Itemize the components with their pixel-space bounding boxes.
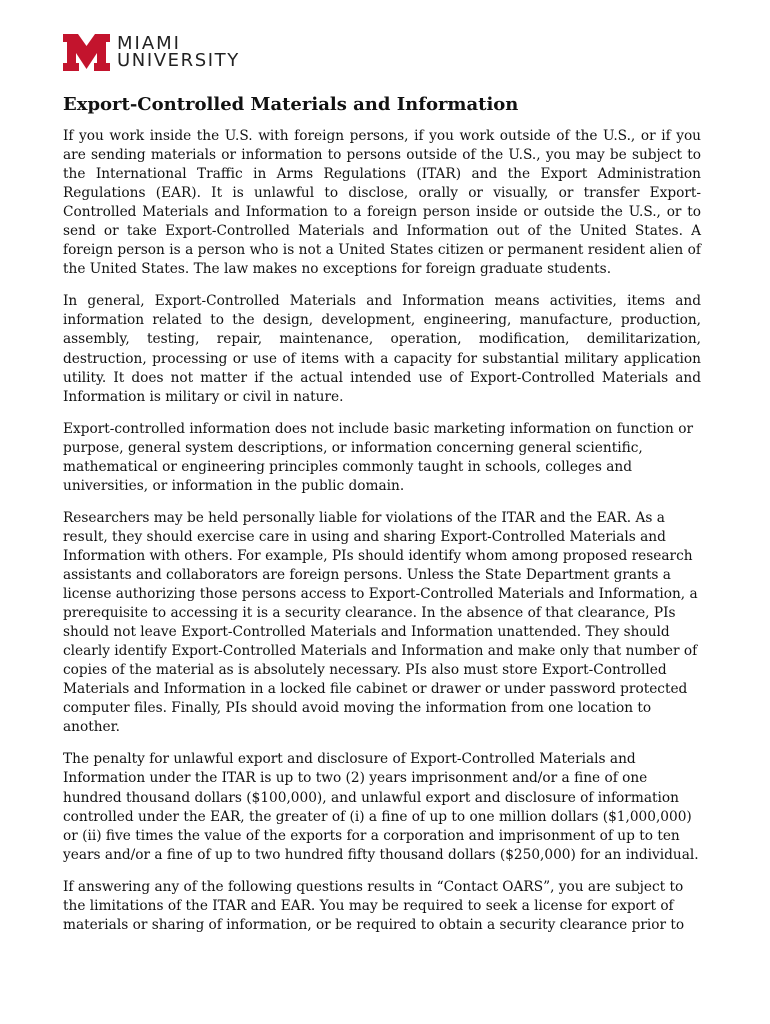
page-title: Export-Controlled Materials and Information bbox=[63, 94, 519, 115]
miami-m-logo-icon bbox=[63, 34, 110, 71]
logo-line-1: MIAMI bbox=[117, 33, 181, 54]
paragraph-exclusions: Export-controlled information does not include basic marketing information on function or purpose, general system descriptions, or information concerning general scientific, mathematical or engineering principles commonly taught in schools, colleges and universities, or information in the public domain. bbox=[63, 420, 693, 494]
paragraph-questions: If answering any of the following questions results in “Contact OARS”, you are subject to the limitations of the ITAR and EAR. You may be required to seek a license for export of materials or sharing of information, or be required to obtain a security clearance prior to bbox=[63, 878, 685, 933]
document-body bbox=[63, 127, 701, 948]
paragraph-penalty: The penalty for unlawful export and disclosure of Export-Controlled Materials and Information under the ITAR is up to two (2) years imprisonment and/or a fine of one hundred thousand dollars ($100,000), and unlawful export and disclosure of information controlled under the EAR, the greater of (i) a fine of up to one million dollars ($1,000,000) or (ii) five times the value of the exports for a corporation and imprisonment of up to ten years and/or a fine of up to two hundred fifty thousand dollars ($250,000) for an individual. bbox=[63, 751, 699, 863]
paragraph-intro: If you work inside the U.S. with foreign persons, if you work outside of the U.S., or if you are sending materials or information to persons outside of the U.S., you may be subject to the International Traffic in Arms Regulations (ITAR) and the Export Administration Regulations (EAR). It is unlawful to disclose, orally or visually, or transfer Export-Controlled Materials and Information to a foreign person inside or outside the U.S., or to send or take Export-Controlled Materials and Information out of the United States. A foreign person is a person who is not a United States citizen or permanent resident alien of the United States. The law makes no exceptions for foreign graduate students. bbox=[63, 128, 701, 278]
logo-line-2: UNIVERSITY bbox=[117, 50, 240, 71]
paragraph-definition: In general, Export-Controlled Materials and Information means activities, items and information related to the design, development, engineering, manufacture, production, assembly, testing, repair, maintenance, operation, modification, demilitarization, destruction, processing or use of items with a capacity for substantial military application utility. It does not matter if the actual intended use of Export-Controlled Materials and Information is military or civil in nature. bbox=[63, 293, 701, 405]
university-logo bbox=[63, 33, 240, 71]
paragraph-liability: Researchers may be held personally liable for violations of the ITAR and the EAR. As a result, they should exercise care in using and sharing Export-Controlled Materials and Information with others. For example, PIs should identify whom among proposed research assistants and collaborators are foreign persons. Unless the State Department grants a license authorizing those persons access to Export-Controlled Materials and Information, a prerequisite to accessing it is a security clearance. In the absence of that clearance, PIs should not leave Export-Controlled Materials and Information unattended. They should clearly identify Export-Controlled Materials and Information and make only that number of copies of the material as is absolutely necessary. PIs also must store Export-Controlled Materials and Information in a locked file cabinet or drawer or under password protected computer files. Finally, PIs should avoid moving the information from one location to another. bbox=[63, 509, 698, 736]
logo-wordmark bbox=[117, 35, 240, 69]
